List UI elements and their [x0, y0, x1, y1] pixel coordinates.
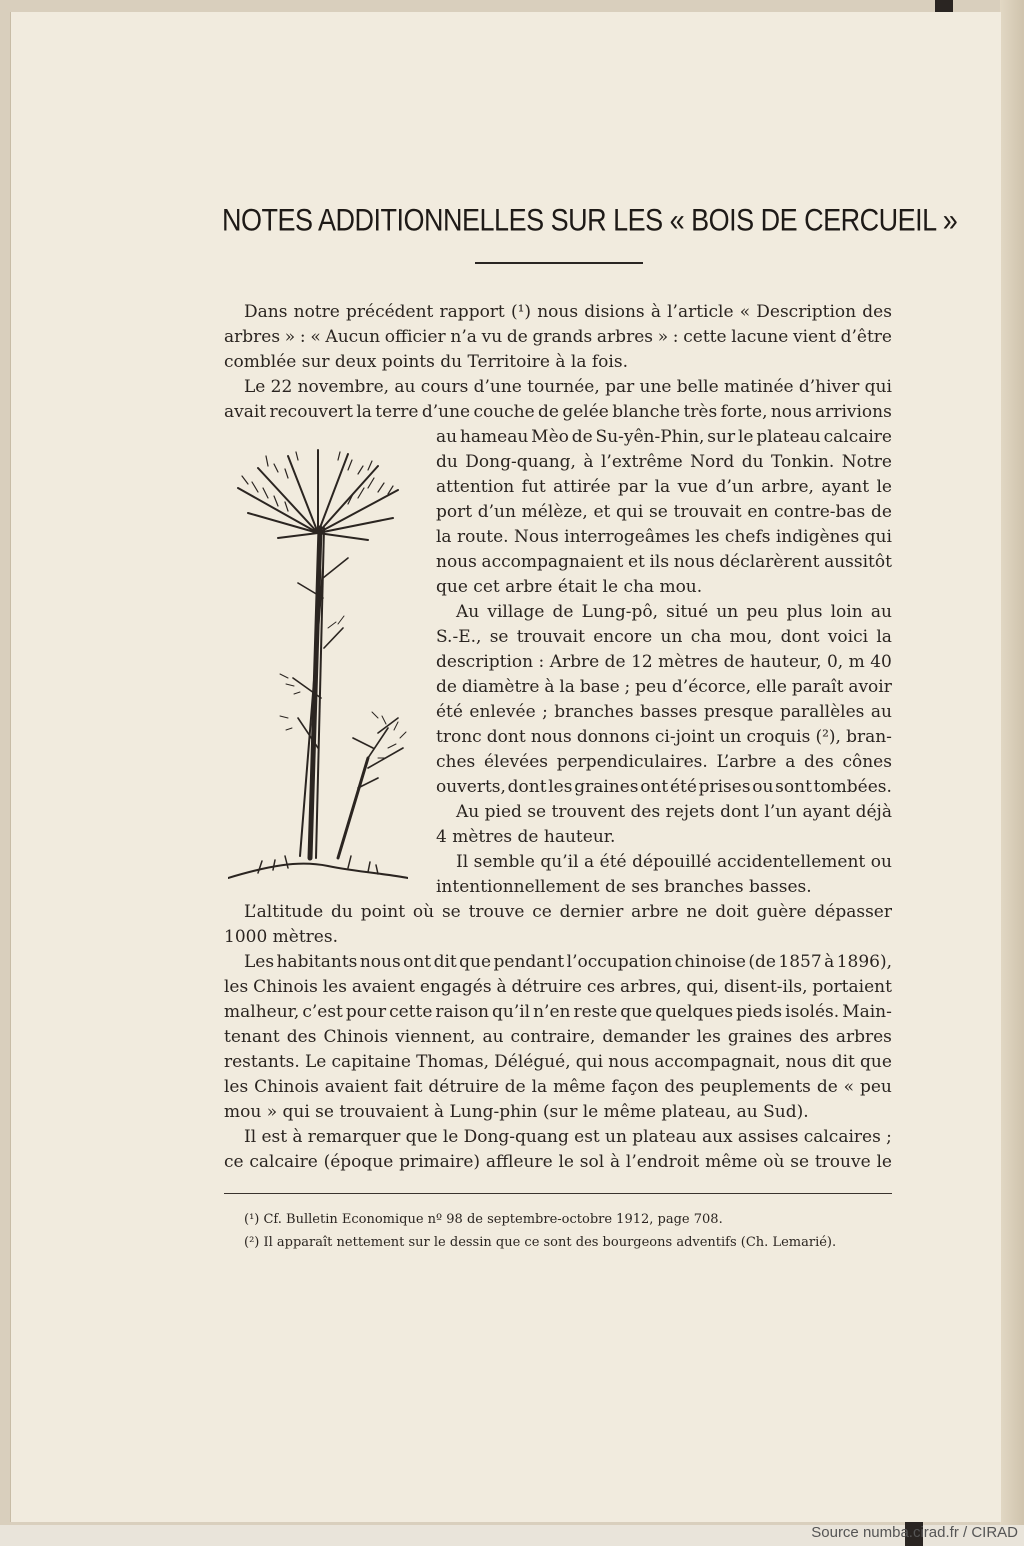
text-line-12: que cet arbre était le cha mou. [436, 577, 703, 597]
text-line-18: tronc dont nous donnons ci-joint un croquis (²), bran- [436, 727, 892, 747]
text-line-3: comblée sur deux points du Territoire à la fois. [224, 352, 628, 372]
source-credit: Source numba.cirad.fr / CIRAD [811, 1524, 1018, 1541]
footnote-divider [224, 1193, 892, 1194]
text-line-20: ouverts, dont les graines ont été prises ou sont tombées. [436, 777, 892, 797]
book-edge [1000, 0, 1024, 1525]
text-line-15: description : Arbre de 12 mètres de hauteur, 0, m 40 [436, 652, 892, 672]
footnote-1: (¹) Cf. Bulletin Economique nº 98 de septembre-octobre 1912, page 708. [244, 1212, 723, 1227]
title-divider [475, 262, 643, 264]
text-line-30: tenant des Chinois viennent, au contraire, demander les graines des arbres [224, 1027, 892, 1047]
text-line-9: port d’un mélèze, et qui se trouvait en contre-bas de [436, 502, 892, 522]
text-line-5: avait recouvert la terre d’une couche de gelée blanche très forte, nous arrivions [224, 402, 892, 422]
text-line-1: Dans notre précédent rapport (¹) nous disions à l’article « Description des [244, 302, 892, 322]
text-line-6: au hameau Mèo de Su-yên-Phin, sur le plateau calcaire [436, 427, 892, 447]
text-line-17: été enlevée ; branches basses presque parallèles au [436, 702, 892, 722]
text-line-31: restants. Le capitaine Thomas, Délégué, qui nous accompagnait, nous dit que [224, 1052, 892, 1072]
text-line-13: Au village de Lung-pô, situé un peu plus loin au [456, 602, 892, 622]
text-line-29: malheur, c’est pour cette raison qu’il n’en reste que quelques pieds isolés. Main- [224, 1002, 892, 1022]
text-line-23: Il semble qu’il a été dépouillé accidentellement ou [456, 852, 892, 872]
text-line-14: S.-E., se trouvait encore un cha mou, dont voici la [436, 627, 892, 647]
text-line-26: 1000 mètres. [224, 927, 338, 947]
text-line-16: de diamètre à la base ; peu d’écorce, elle paraît avoir [436, 677, 892, 697]
text-line-25: L’altitude du point où se trouve ce dernier arbre ne doit guère dépasser [244, 902, 892, 922]
text-line-27: Les habitants nous ont dit que pendant l’occupation chinoise (de 1857 à 1896), [244, 952, 892, 972]
page-title: NOTES ADDITIONNELLES SUR LES « BOIS DE CERCUEIL » [222, 203, 958, 238]
text-line-4: Le 22 novembre, au cours d’une tournée, par une belle matinée d’hiver qui [244, 377, 892, 397]
text-line-35: ce calcaire (époque primaire) affleure le sol à l’endroit même où se trouve le [224, 1152, 892, 1172]
text-line-24: intentionnellement de ses branches basses. [436, 877, 812, 897]
tree-illustration-icon [228, 448, 408, 888]
text-line-19: ches élevées perpendiculaires. L’arbre a des cônes [436, 752, 892, 772]
text-line-28: les Chinois les avaient engagés à détruire ces arbres, qui, disent-ils, portaient [224, 977, 892, 997]
text-line-2: arbres » : « Aucun officier n’a vu de grands arbres » : cette lacune vient d’être [224, 327, 892, 347]
text-line-8: attention fut attirée par la vue d’un arbre, ayant le [436, 477, 892, 497]
text-line-7: du Dong-quang, à l’extrême Nord du Tonkin. Notre [436, 452, 892, 472]
text-line-22: 4 mètres de hauteur. [436, 827, 616, 847]
text-line-10: la route. Nous interrogeâmes les chefs indigènes qui [436, 527, 892, 547]
text-line-32: les Chinois avaient fait détruire de la même façon des peuplements de « peu [224, 1077, 892, 1097]
footnote-2: (²) Il apparaît nettement sur le dessin que ce sont des bourgeons adventifs (Ch. Lemarié). [244, 1235, 837, 1250]
text-line-34: Il est à remarquer que le Dong-quang est un plateau aux assises calcaires ; [244, 1127, 892, 1147]
text-line-11: nous accompagnaient et ils nous déclarèrent aussitôt [436, 552, 892, 572]
text-line-33: mou » qui se trouvaient à Lung-phin (sur le même plateau, au Sud). [224, 1102, 809, 1122]
text-line-21: Au pied se trouvent des rejets dont l’un ayant déjà [456, 802, 892, 822]
